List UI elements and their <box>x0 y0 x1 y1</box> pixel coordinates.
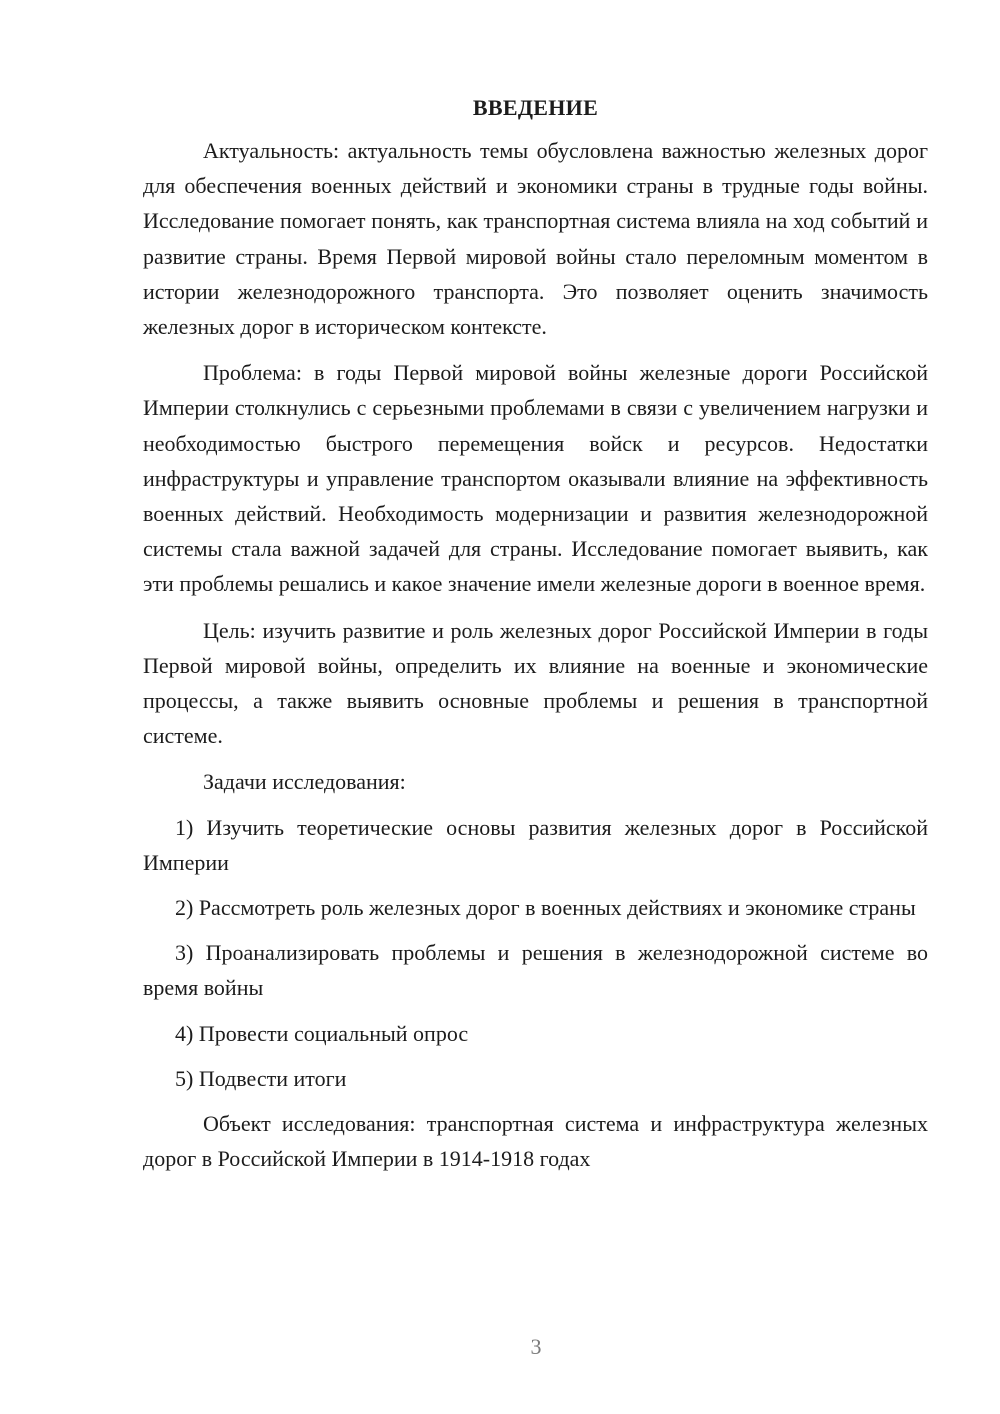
task-item: 3) Проанализировать проблемы и решения в железнодорожной системе во время войны <box>143 940 928 1001</box>
task-item: 2) Рассмотреть роль железных дорог в военных действиях и экономике страны <box>175 895 916 921</box>
object-paragraph: Объект исследования: транспортная система и инфраструктура железных дорог в Российской Империи в 1914-1918 годах <box>143 1111 928 1172</box>
tasks-list <box>143 810 928 1096</box>
task-item: 4) Провести социальный опрос <box>175 1020 469 1046</box>
page-number: 3 <box>530 1334 542 1359</box>
task-item: 1) Изучить теоретические основы развития железных дорог в Российской Империи <box>143 814 928 875</box>
page-title: ВВЕДЕНИЕ <box>472 95 599 120</box>
task-item: 5) Подвести итоги <box>175 1065 347 1091</box>
document-page <box>143 90 928 1187</box>
goal-paragraph: Цель: изучить развитие и роль железных дорог Российской Империи в годы Первой мировой войны, определить их влияние на военные и экономические процессы, а также выявить основные проблемы и решения в транспортной системе. <box>143 617 928 749</box>
problem-paragraph: Проблема: в годы Первой мировой войны железные дороги Российской Империи столкнулись с серьезными проблемами в связи с увеличением нагрузки и необходимостью быстрого перемещения войск и ресурсов. Недостатки инфраструктуры и управление транспортом оказывали влияние на эффективность военных действий. Необходимость модернизации и развития железнодорожной системы стала важной задачей для страны. Исследование помогает выявить, как эти проблемы решались и какое значение имели железные дороги в военное время. <box>143 360 928 597</box>
relevance-paragraph: Актуальность: актуальность темы обусловлена важностью железных дорог для обеспечения военных действий и экономики страны в трудные годы войны. Исследование помогает понять, как транспортная система влияла на ход событий и развитие страны. Время Первой мировой войны стало переломным моментом в истории железнодорожного транспорта. Это позволяет оценить значимость железных дорог в историческом контексте. <box>143 138 928 340</box>
tasks-heading: Задачи исследования: <box>203 769 406 795</box>
